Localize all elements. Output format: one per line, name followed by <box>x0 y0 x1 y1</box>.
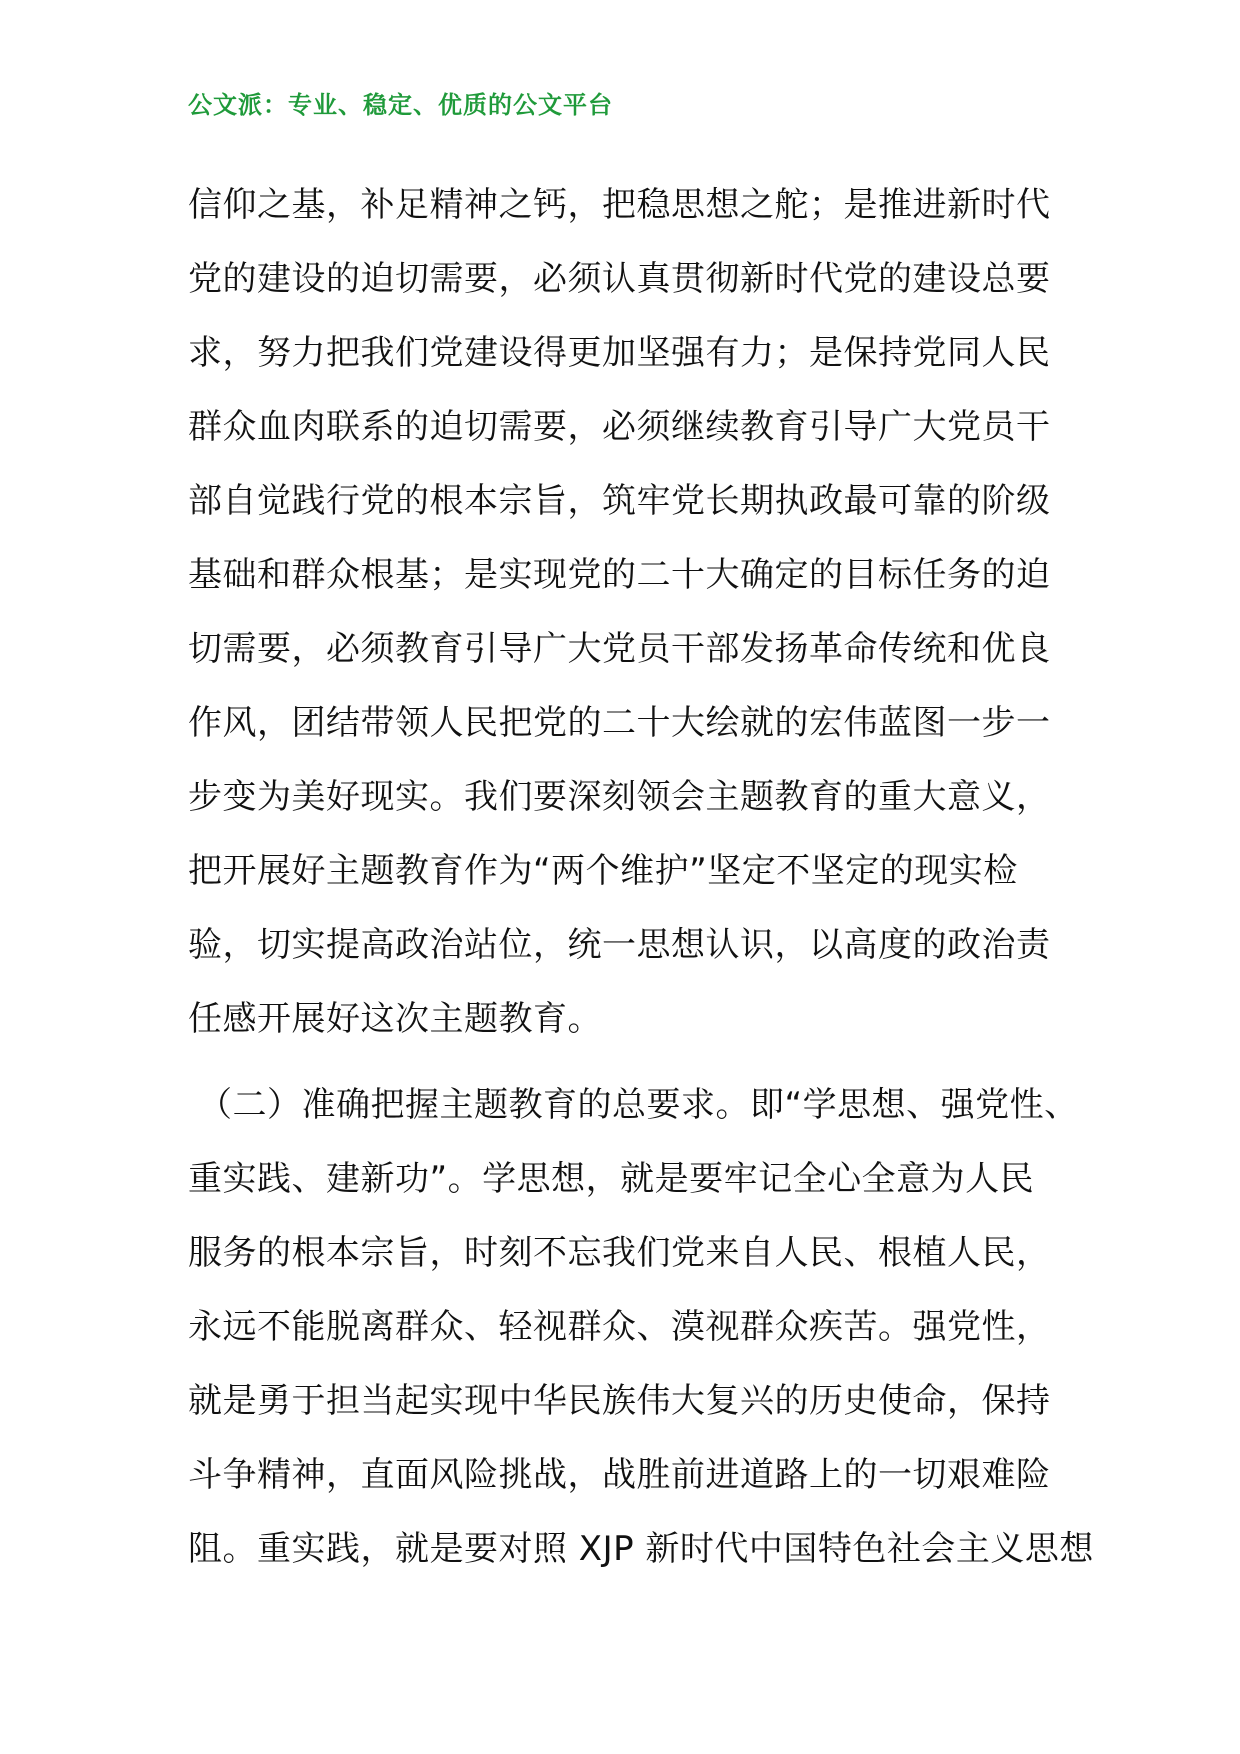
text-line: 斗争精神，直面风险挑战，战胜前进道路上的一切艰难险 <box>188 1455 1051 1495</box>
text-line: 任感开展好这次主题教育。 <box>188 999 602 1039</box>
paragraph-2 <box>188 1068 1094 1586</box>
text-line: 基础和群众根基；是实现党的二十大确定的目标任务的迫 <box>188 555 1051 595</box>
text-line: 信仰之基，补足精神之钙，把稳思想之舵；是推进新时代 <box>188 185 1051 225</box>
site-header-title: 公文派：专业、稳定、优质的公文平台 <box>188 91 613 119</box>
text-line: （二）准确把握主题教育的总要求。即“学思想、强党性、 <box>198 1085 1079 1125</box>
text-line: 求，努力把我们党建设得更加坚强有力；是保持党同人民 <box>188 333 1051 373</box>
text-line: 群众血肉联系的迫切需要，必须继续教育引导广大党员干 <box>188 407 1051 447</box>
text-line: 阻。重实践，就是要对照 XJP 新时代中国特色社会主义思想 <box>188 1529 1094 1569</box>
text-line: 服务的根本宗旨，时刻不忘我们党来自人民、根植人民， <box>188 1233 1051 1273</box>
paragraph-1 <box>188 168 1088 1056</box>
text-line: 作风，团结带领人民把党的二十大绘就的宏伟蓝图一步一 <box>188 703 1051 743</box>
text-line: 重实践、建新功”。学思想，就是要牢记全心全意为人民 <box>188 1159 1035 1199</box>
text-line: 步变为美好现实。我们要深刻领会主题教育的重大意义， <box>188 777 1051 817</box>
text-line: 把开展好主题教育作为“两个维护”坚定不坚定的现实检 <box>188 851 1018 891</box>
text-line: 切需要，必须教育引导广大党员干部发扬革命传统和优良 <box>188 629 1051 669</box>
text-line: 验，切实提高政治站位，统一思想认识，以高度的政治责 <box>188 925 1051 965</box>
text-line: 党的建设的迫切需要，必须认真贯彻新时代党的建设总要 <box>188 259 1051 299</box>
text-line: 永远不能脱离群众、轻视群众、漠视群众疾苦。强党性， <box>188 1307 1051 1347</box>
document-body <box>188 168 1094 1586</box>
paragraph-spacer <box>188 1056 1088 1068</box>
text-line: 部自觉践行党的根本宗旨，筑牢党长期执政最可靠的阶级 <box>188 481 1051 521</box>
text-line: 就是勇于担当起实现中华民族伟大复兴的历史使命，保持 <box>188 1381 1051 1421</box>
